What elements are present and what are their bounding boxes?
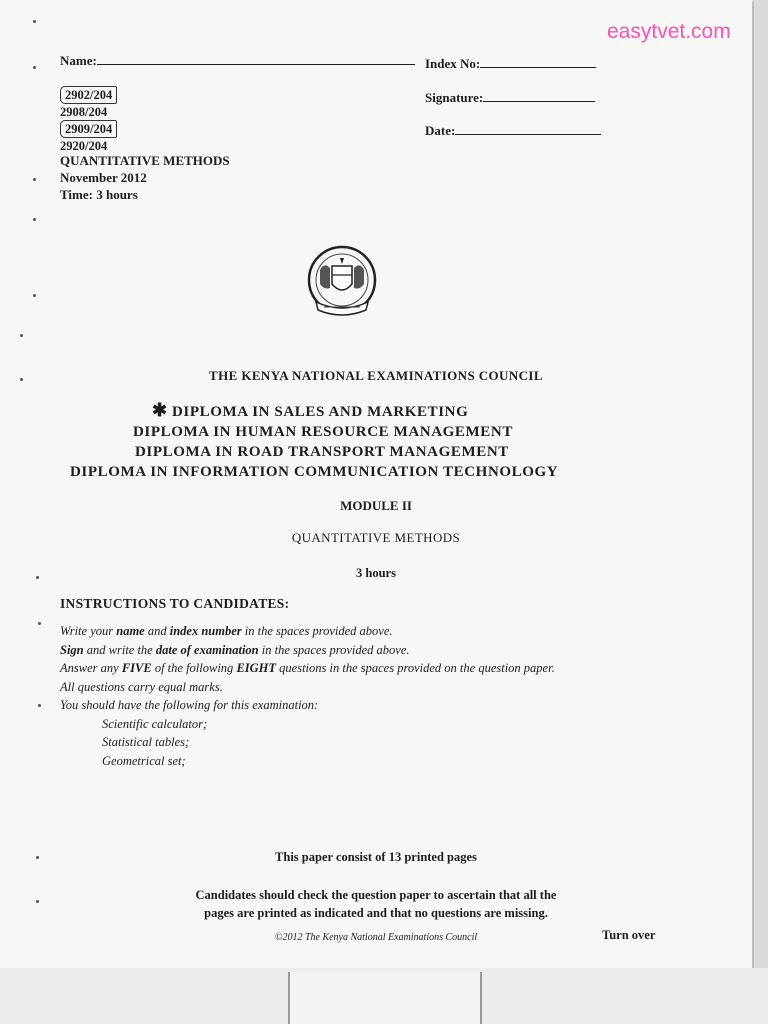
star-mark-icon: ✱ bbox=[152, 400, 168, 420]
check-note-line: pages are printed as indicated and that no questions are missing. bbox=[204, 906, 548, 920]
exam-session: November 2012 bbox=[60, 170, 147, 185]
instruction-line: Sign and write the date of examination in the spaces provided above. bbox=[60, 642, 410, 657]
page-count-note: This paper consist of 13 printed pages bbox=[275, 850, 477, 864]
material-item: Statistical tables; bbox=[102, 735, 190, 749]
duration: 3 hours bbox=[356, 566, 396, 580]
diploma-title: DIPLOMA IN SALES AND MARKETING bbox=[172, 404, 469, 420]
instruction-line: Write your name and index number in the spaces provided above. bbox=[60, 624, 393, 638]
paper-code: 2920/204 bbox=[60, 139, 108, 153]
date-field bbox=[425, 122, 601, 139]
name-line bbox=[97, 52, 415, 65]
scan-dot bbox=[33, 66, 36, 69]
paper-tab bbox=[288, 972, 482, 1024]
scan-dot bbox=[33, 178, 36, 181]
instruction-line: All questions carry equal marks. bbox=[60, 679, 223, 694]
paper-meta bbox=[60, 152, 230, 203]
instructions-heading: INSTRUCTIONS TO CANDIDATES: bbox=[60, 596, 290, 611]
diploma-title: DIPLOMA IN ROAD TRANSPORT MANAGEMENT bbox=[135, 444, 509, 460]
date-line bbox=[455, 122, 601, 135]
name-label: Name: bbox=[60, 53, 97, 68]
diploma-title: DIPLOMA IN INFORMATION COMMUNICATION TECHNOLOGY bbox=[70, 464, 559, 480]
instructions-list bbox=[60, 622, 630, 770]
index-label: Index No: bbox=[425, 56, 481, 71]
module-label: MODULE II bbox=[340, 498, 412, 513]
scan-dot bbox=[38, 704, 41, 707]
signature-line bbox=[483, 89, 595, 102]
check-note-line: Candidates should check the question paper to ascertain that all the bbox=[195, 888, 557, 902]
material-item: Scientific calculator; bbox=[102, 716, 208, 731]
index-field bbox=[425, 55, 596, 72]
material-item: Geometrical set; bbox=[102, 753, 186, 768]
paper-code: 2908/204 bbox=[60, 105, 108, 119]
instruction-line: Answer any FIVE of the following EIGHT questions in the spaces provided on the question paper. bbox=[60, 661, 555, 675]
scan-dot bbox=[33, 218, 36, 221]
instruction-line: You should have the following for this examination: bbox=[60, 698, 319, 712]
diploma-title: DIPLOMA IN HUMAN RESOURCE MANAGEMENT bbox=[133, 424, 513, 440]
scan-dot bbox=[38, 622, 41, 625]
index-line bbox=[480, 55, 596, 68]
scan-dot bbox=[33, 294, 36, 297]
council-name: THE KENYA NATIONAL EXAMINATIONS COUNCIL bbox=[209, 368, 543, 383]
knec-emblem-logo bbox=[302, 244, 382, 322]
subject-title: QUANTITATIVE METHODS bbox=[60, 153, 230, 168]
copyright-notice: ©2012 The Kenya National Examinations Council bbox=[274, 932, 478, 943]
scan-dot bbox=[20, 334, 23, 337]
signature-label: Signature: bbox=[425, 90, 484, 105]
paper-codes bbox=[60, 86, 117, 154]
signature-field bbox=[425, 89, 595, 106]
paper-code-circled: 2909/204 bbox=[60, 120, 117, 138]
name-field bbox=[60, 52, 415, 69]
check-note bbox=[0, 886, 752, 922]
turn-over-note: Turn over bbox=[602, 928, 656, 942]
date-label: Date: bbox=[425, 123, 456, 138]
paper-title: QUANTITATIVE METHODS bbox=[291, 530, 461, 545]
paper-code-circled: 2902/204 bbox=[60, 86, 117, 104]
watermark: easytvet.com bbox=[607, 20, 731, 43]
exam-time: Time: 3 hours bbox=[60, 187, 138, 202]
asterisk-mark bbox=[152, 400, 167, 421]
scan-dot bbox=[33, 20, 36, 23]
